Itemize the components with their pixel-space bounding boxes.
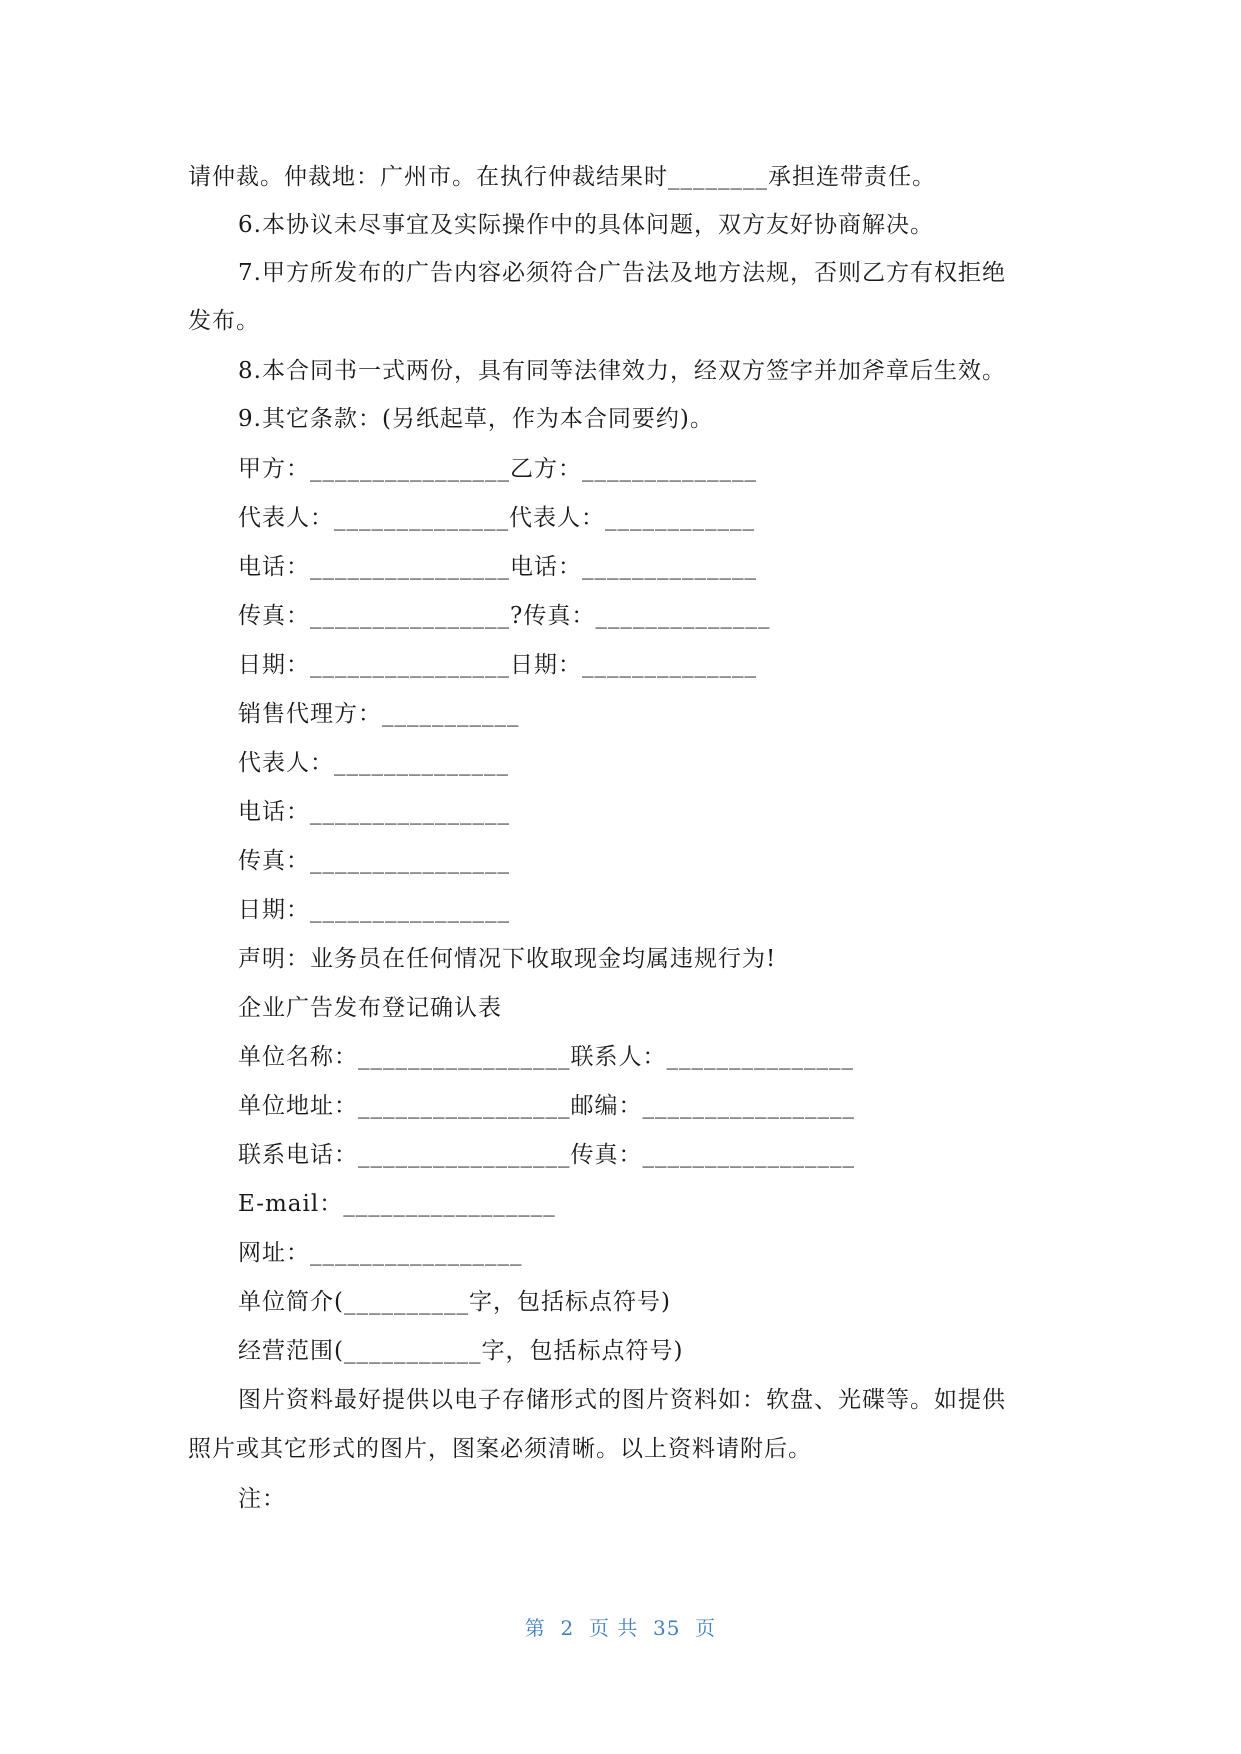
form-title: 企业广告发布登记确认表 <box>238 995 502 1021</box>
signature-row: 销售代理方：___________ <box>238 701 520 727</box>
form-row: 网址：_________________ <box>238 1240 523 1266</box>
signature-row: 日期：________________ <box>238 897 510 923</box>
signature-row: 传真：________________?传真：______________ <box>238 603 771 629</box>
form-row: E-mail：_________________ <box>238 1191 556 1217</box>
text-line: 发布。 <box>188 308 260 334</box>
note-label: 注： <box>238 1486 286 1512</box>
signature-row: 代表人：______________代表人：____________ <box>238 505 755 531</box>
text-line: 8.本合同书一式两份，具有同等法律效力，经双方签字并加斧章后生效。 <box>238 358 1006 384</box>
signature-row: 传真：________________ <box>238 848 510 874</box>
text-line: 图片资料最好提供以电子存储形式的图片资料如：软盘、光碟等。如提供 <box>238 1387 1006 1413</box>
text-line: 请仲裁。仲裁地：广州市。在执行仲裁结果时________承担连带责任。 <box>188 164 936 190</box>
form-row: 单位名称：_________________联系人：_______________ <box>238 1044 854 1070</box>
statement: 声明：业务员在任何情况下收取现金均属违规行为! <box>238 946 777 972</box>
signature-row: 日期：________________日期：______________ <box>238 652 757 678</box>
signature-row: 代表人：______________ <box>238 750 509 776</box>
form-row: 经营范围(___________字，包括标点符号) <box>238 1338 684 1364</box>
page-footer <box>0 1612 1241 1641</box>
signature-row: 电话：________________ <box>238 799 510 825</box>
text-line: 照片或其它形式的图片，图案必须清晰。以上资料请附后。 <box>188 1436 812 1462</box>
text-line: 7.甲方所发布的广告内容必须符合广告法及地方法规，否则乙方有权拒绝 <box>238 260 1006 286</box>
form-row: 单位简介(__________字，包括标点符号) <box>238 1289 671 1315</box>
signature-row: 电话：________________电话：______________ <box>238 554 757 580</box>
form-row: 单位地址：_________________邮编：_________________ <box>238 1093 855 1119</box>
page-number: 第 2 页 共 35 页 <box>524 1616 717 1640</box>
signature-row: 甲方：________________乙方：______________ <box>238 456 757 482</box>
text-line: 9.其它条款：(另纸起草，作为本合同要约)。 <box>238 406 714 432</box>
text-line: 6.本协议未尽事宜及实际操作中的具体问题，双方友好协商解决。 <box>238 212 934 238</box>
form-row: 联系电话：_________________传真：_________________ <box>238 1142 855 1168</box>
